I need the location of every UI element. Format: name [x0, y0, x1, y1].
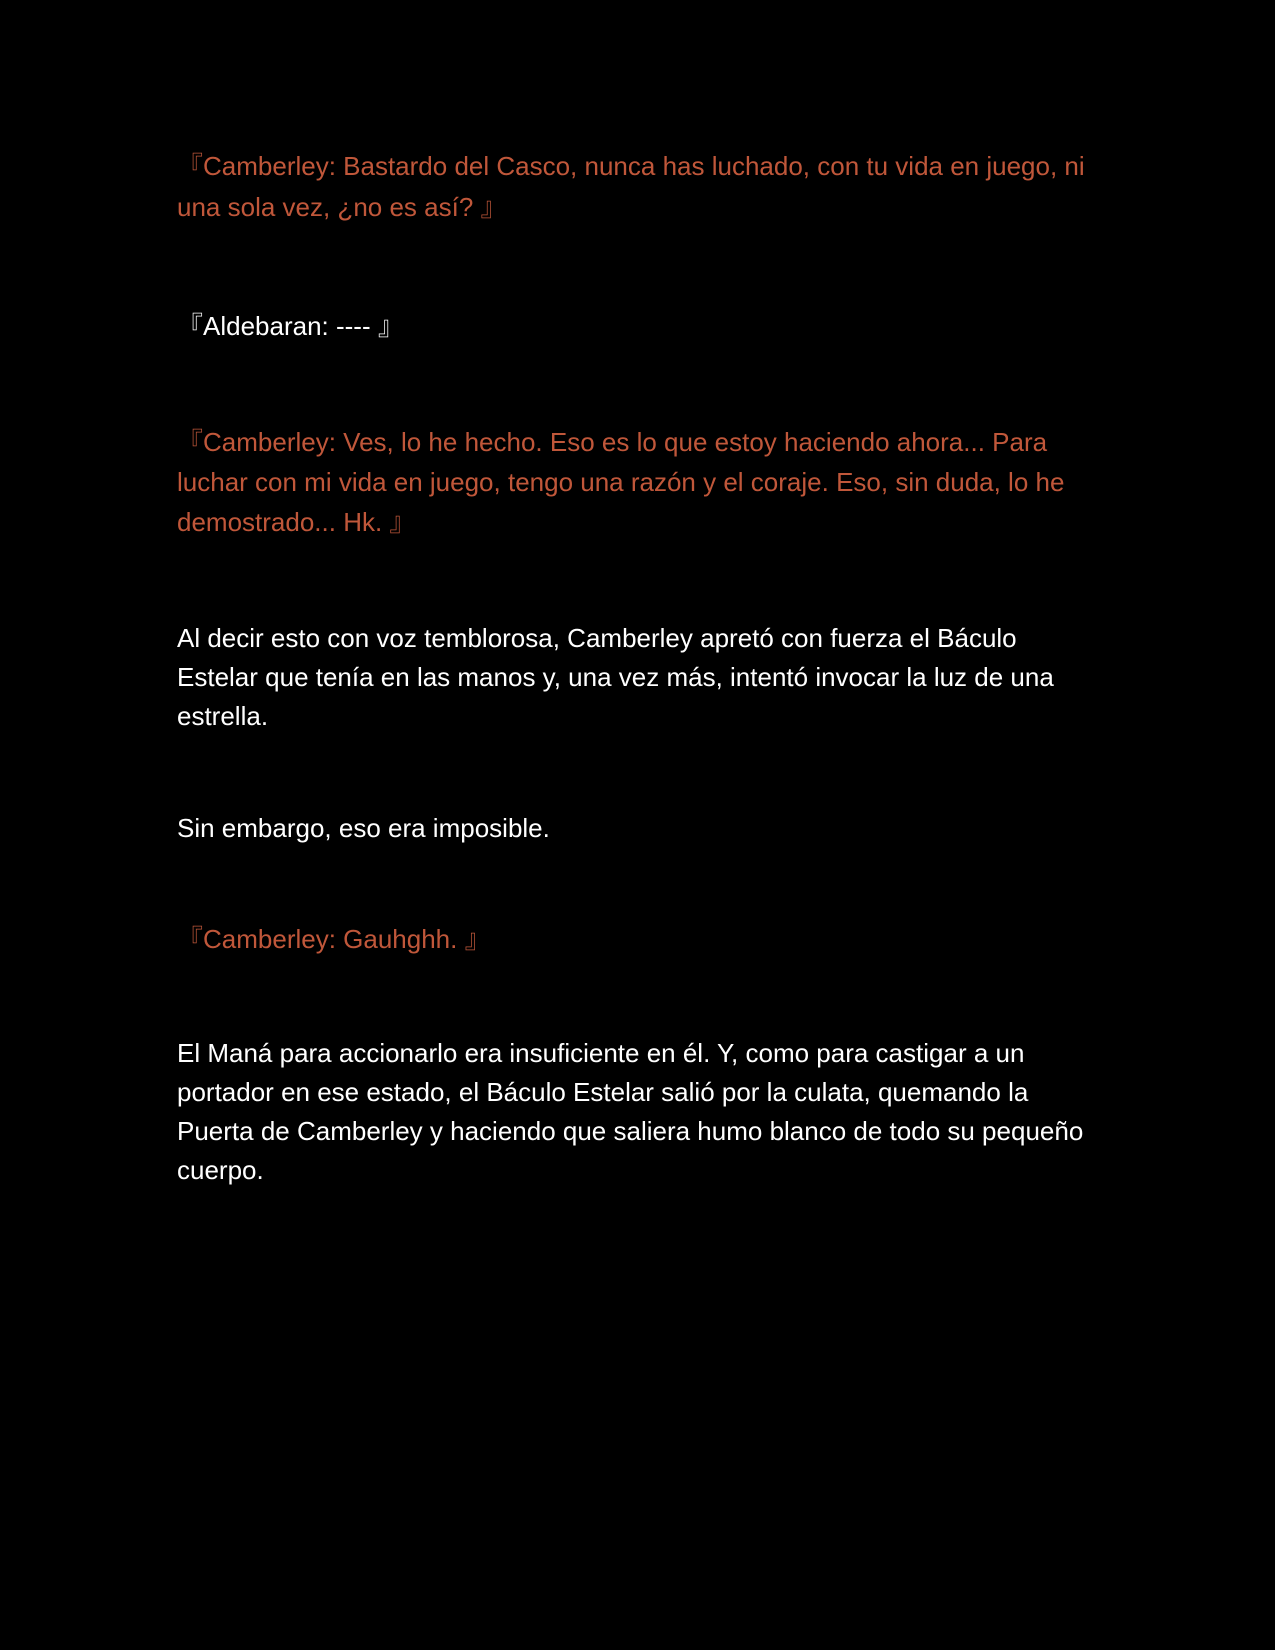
narration-paragraph-3: El Maná para accionarlo era insuficiente en él. Y, como para castigar a un portador en ese estado, el Báculo Estelar salió por la culata, quemando la Puerta de Camberley y haciendo que saliera humo blanco de todo su pequeño cuerpo. [177, 1038, 1084, 1185]
dialogue-camberley-3: 『Camberley: Gauhghh. 』 [177, 924, 491, 954]
dialogue-camberley-2: 『Camberley: Ves, lo he hecho. Eso es lo que estoy haciendo ahora... Para luchar con mi vida en juego, tengo una razón y el coraje. Eso, sin duda, lo he demostrado... Hk. 』 [177, 427, 1065, 537]
dialogue-camberley-1: 『Camberley: Bastardo del Casco, nunca has luchado, con tu vida en juego, ni una sola vez, ¿no es así? 』 [177, 151, 1085, 222]
dialogue-aldebaran: 『Aldebaran: ---- 』 [177, 311, 404, 341]
narration-paragraph-1: Al decir esto con voz temblorosa, Camberley apretó con fuerza el Báculo Estelar que tenía en las manos y, una vez más, intentó invocar la luz de una estrella. [177, 623, 1054, 731]
narration-paragraph-2: Sin embargo, eso era imposible. [177, 813, 550, 843]
